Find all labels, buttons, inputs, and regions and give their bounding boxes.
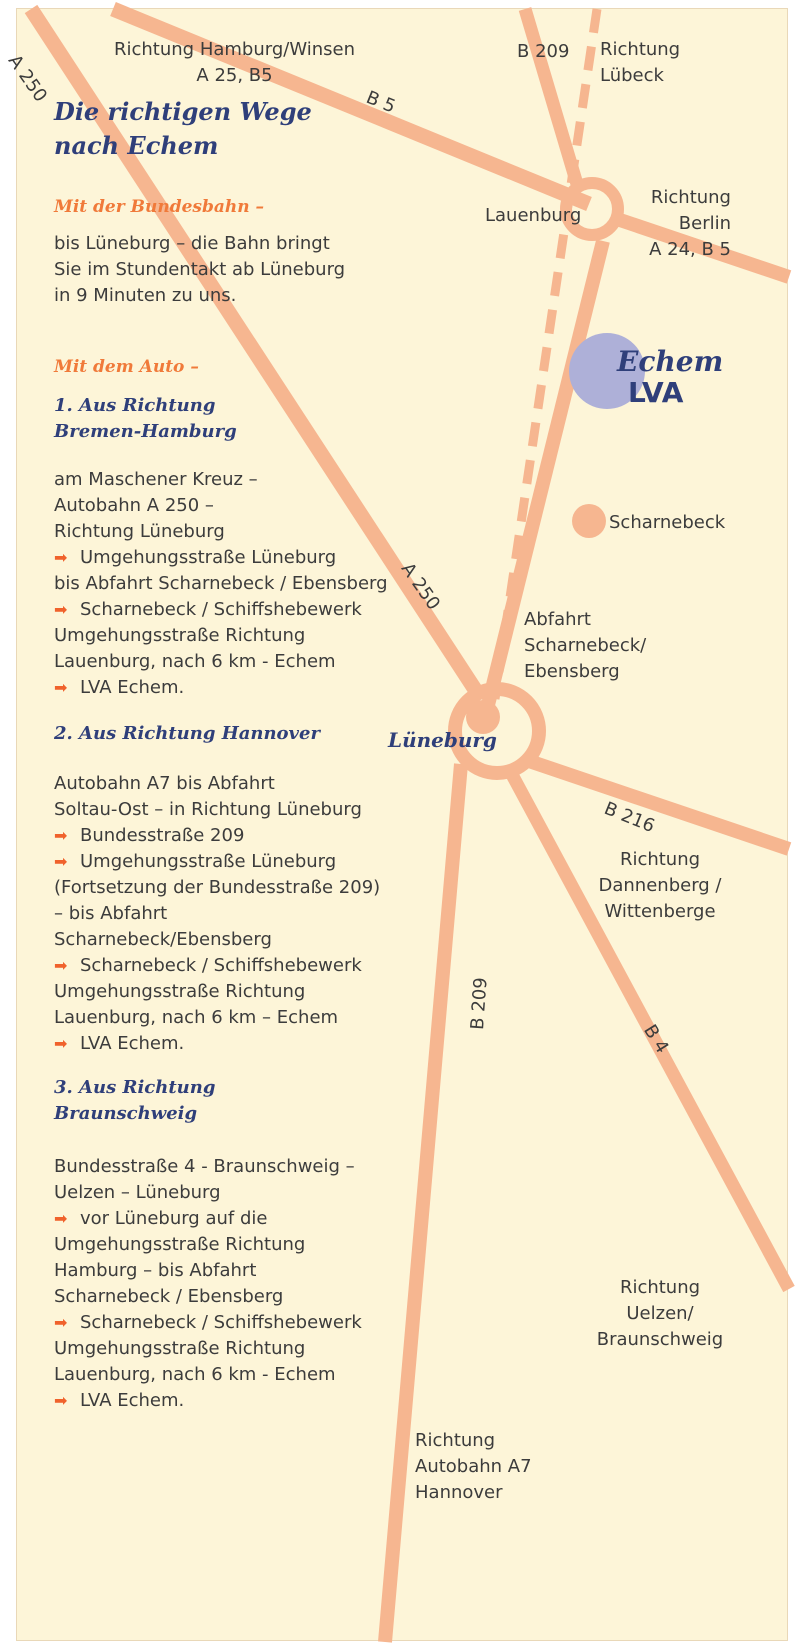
road-label-b216: B 216 <box>601 798 658 838</box>
label-richtung-dannenberg: Richtung Dannenberg / Wittenberge <box>598 849 722 922</box>
road-label-b209-bottom: B 209 <box>467 976 492 1031</box>
map-sheet <box>3 8 788 1641</box>
route-step: Scharnebeck / Ebensberg <box>54 1286 284 1307</box>
label-richtung-berlin: Richtung Berlin A 24, B 5 <box>649 187 731 260</box>
route-step: ➡ Bundesstraße 209 <box>54 823 380 849</box>
label-richtung-hannover: Richtung Autobahn A7 Hannover <box>415 1430 532 1503</box>
label-lva: LVA <box>628 376 684 409</box>
route-step: Soltau-Ost – in Richtung Lüneburg <box>54 799 362 820</box>
route-step: ➡ LVA Echem. <box>54 1388 362 1414</box>
road-label-b5: B 5 <box>363 87 399 118</box>
arrow-icon: ➡ <box>54 1034 68 1053</box>
road-b216 <box>529 761 789 849</box>
route-step: ➡ Scharnebeck / Schiffshebewerk <box>54 1310 362 1336</box>
arrow-icon: ➡ <box>54 1313 68 1332</box>
route-step: Scharnebeck/Ebensberg <box>54 929 272 950</box>
route-step: Richtung Lüneburg <box>54 521 225 542</box>
label-richtung-uelzen: Richtung Uelzen/ Braunschweig <box>596 1277 724 1350</box>
route-step: ➡ Umgehungsstraße Lüneburg <box>54 849 380 875</box>
route-step: ➡ LVA Echem. <box>54 675 388 701</box>
label-richtung-hamburg: Richtung Hamburg/Winsen A 25, B5 <box>113 39 355 86</box>
arrow-icon: ➡ <box>54 852 68 871</box>
label-echem: Echem <box>617 345 724 378</box>
route-step: Hamburg – bis Abfahrt <box>54 1260 257 1281</box>
heading-route-1: 1. Aus Richtung Bremen-Hamburg <box>54 395 237 442</box>
heading-route-3: 3. Aus Richtung Braunschweig <box>54 1077 216 1124</box>
route-step: Umgehungsstraße Richtung <box>54 1234 306 1255</box>
route-step: ➡ vor Lüneburg auf die <box>54 1206 362 1232</box>
arrow-icon: ➡ <box>54 678 68 697</box>
road-label-a250-mid: A 250 <box>396 559 445 614</box>
label-richtung-luebeck: Richtung Lübeck <box>600 39 681 86</box>
heading-bundesbahn: Mit der Bundesbahn – <box>54 197 265 217</box>
label-scharnebeck: Scharnebeck <box>609 512 726 533</box>
route-step: am Maschener Kreuz – <box>54 469 258 490</box>
road-label-b4: B 4 <box>639 1021 673 1058</box>
route-step: bis Abfahrt Scharnebeck / Ebensberg <box>54 573 388 594</box>
route-step: ➡ LVA Echem. <box>54 1031 380 1057</box>
heading-route-2: 2. Aus Richtung Hannover <box>54 723 320 744</box>
route-step: Umgehungsstraße Richtung <box>54 1338 306 1359</box>
scharnebeck-dot <box>572 504 606 538</box>
route-step: Lauenburg, nach 6 km – Echem <box>54 1007 339 1028</box>
road-label-a250-top: A 250 <box>3 51 52 106</box>
route-step: Autobahn A7 bis Abfahrt <box>54 773 275 794</box>
arrow-icon: ➡ <box>54 548 68 567</box>
arrow-icon: ➡ <box>54 1209 68 1228</box>
route-step: Umgehungsstraße Richtung <box>54 625 306 646</box>
route-step: ➡ Scharnebeck / Schiffshebewerk <box>54 953 380 979</box>
route-step: Bundesstraße 4 - Braunschweig – <box>54 1156 355 1177</box>
route-3-steps <box>54 1154 362 1414</box>
heading-auto: Mit dem Auto – <box>54 357 199 377</box>
route-step: (Fortsetzung der Bundesstraße 209) <box>54 877 381 898</box>
label-lauenburg: Lauenburg <box>485 205 582 226</box>
bahn-text: bis Lüneburg – die Bahn bringt Sie im Stundentakt ab Lüneburg in 9 Minuten zu uns. <box>54 233 346 306</box>
arrow-icon: ➡ <box>54 600 68 619</box>
route-step: ➡ Umgehungsstraße Lüneburg <box>54 545 388 571</box>
route-1-steps <box>54 467 388 701</box>
route-step: Autobahn A 250 – <box>54 495 214 516</box>
route-step: Umgehungsstraße Richtung <box>54 981 306 1002</box>
arrow-icon: ➡ <box>54 956 68 975</box>
label-abfahrt-scharnebeck: Abfahrt Scharnebeck/ Ebensberg <box>524 609 647 682</box>
road-b209-top <box>525 9 577 184</box>
route-step: ➡ Scharnebeck / Schiffshebewerk <box>54 597 388 623</box>
road-b209-bottom <box>385 764 461 1642</box>
road-label-b209-top: B 209 <box>517 41 570 62</box>
route-step: Uelzen – Lüneburg <box>54 1182 221 1203</box>
route-step: – bis Abfahrt <box>54 903 168 924</box>
label-lueneburg: Lüneburg <box>388 728 497 752</box>
route-step: Lauenburg, nach 6 km - Echem <box>54 651 336 672</box>
route-2-steps <box>54 771 380 1057</box>
arrow-icon: ➡ <box>54 1391 68 1410</box>
arrow-icon: ➡ <box>54 826 68 845</box>
route-step: Lauenburg, nach 6 km - Echem <box>54 1364 336 1385</box>
page-title: Die richtigen Wege nach Echem <box>54 97 312 160</box>
